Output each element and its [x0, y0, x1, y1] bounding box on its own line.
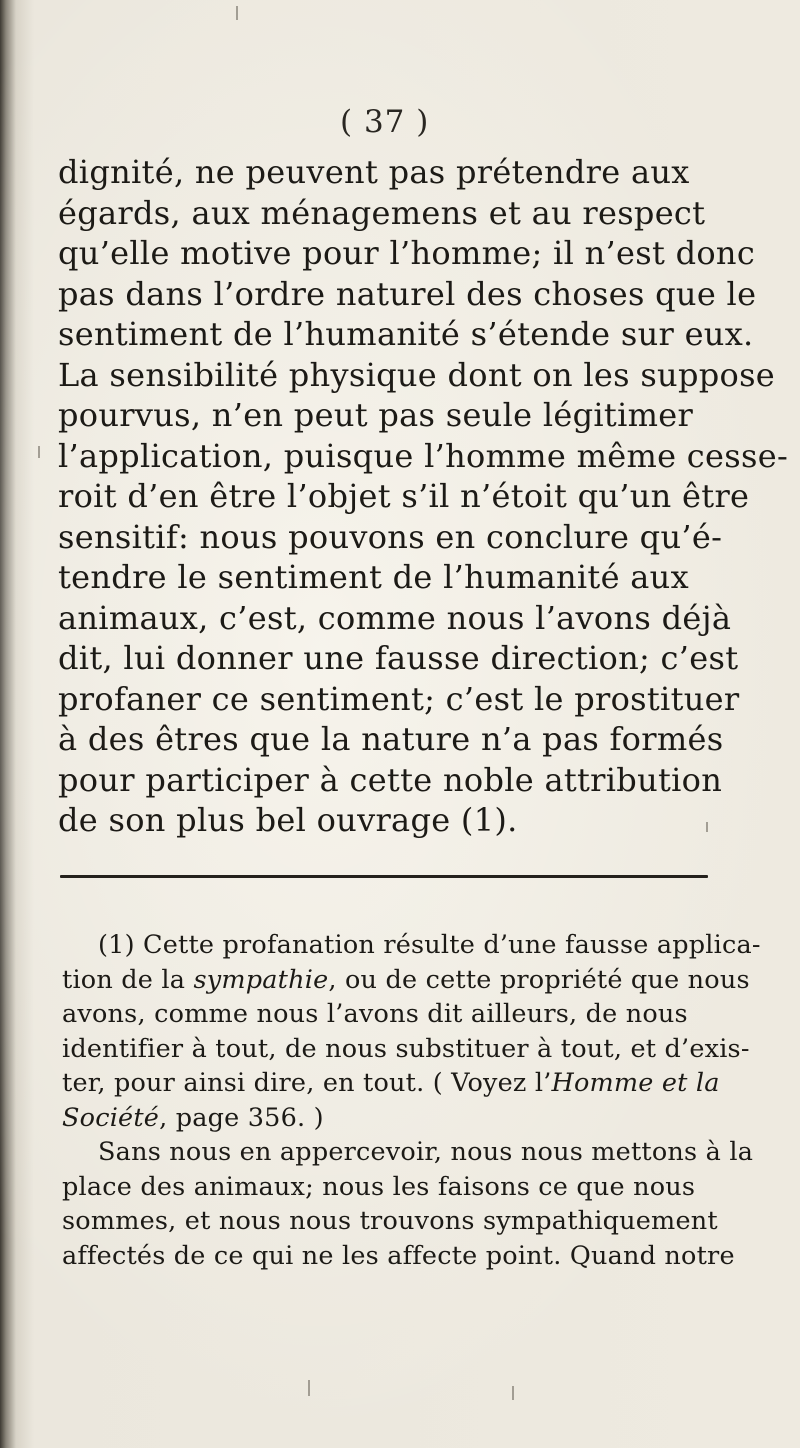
- paper-speck: [308, 1380, 310, 1396]
- text-line: égards, aux ménagemens et au respect: [58, 193, 706, 232]
- footnote-line: avons, comme nous l’avons dit ailleurs, de nous: [62, 999, 688, 1029]
- text-line: pas dans l’ordre naturel des choses que le: [58, 274, 757, 313]
- footnote: [62, 928, 761, 1273]
- main-text: [58, 152, 789, 841]
- text-line: sensitif: nous pouvons en conclure qu’é-: [58, 517, 723, 556]
- text-line: profaner ce sentiment; c’est le prostituer: [58, 679, 740, 718]
- text-line: tendre le sentiment de l’humanité aux: [58, 558, 689, 596]
- footnote-line: [62, 1101, 722, 1136]
- footnote-italic: Société: [62, 1102, 160, 1133]
- text-line: La sensibilité physique dont on les suppose: [58, 355, 776, 394]
- footnote-text: Sans nous en appercevoir, nous nous mettons à la: [98, 1137, 754, 1167]
- footnote-line: affectés de ce qui ne les affecte point. Quand notre: [62, 1240, 735, 1271]
- footnote-line: place des animaux; nous les faisons ce que nous: [62, 1171, 696, 1202]
- paper-speck: [706, 822, 708, 832]
- page-number: ( 37 ): [340, 104, 430, 140]
- text-line: qu’elle motive pour l’homme; il n’est donc: [58, 234, 756, 272]
- text-line: dit, lui donner une fausse direction; c’est: [58, 639, 739, 677]
- footnote-line: [62, 963, 750, 998]
- paper-speck: [512, 1386, 514, 1400]
- footnote-line: [62, 928, 761, 963]
- footnote-line: identifier à tout, de nous substituer à tout, et d’exis-: [62, 1033, 750, 1064]
- footnote-text: tion de la: [62, 964, 194, 995]
- footnote-divider: [60, 875, 708, 878]
- footnote-text: , page 356. ): [159, 1102, 324, 1133]
- text-line: sentiment de l’humanité s’étende sur eux.: [58, 315, 754, 353]
- text-line: à des êtres que la nature n’a pas formés: [58, 720, 724, 758]
- footnote-line: [62, 1135, 754, 1170]
- text-line: l’application, puisque l’homme même cesse-: [58, 436, 789, 475]
- text-line: roit d’en être l’objet s’il n’étoit qu’un être: [58, 477, 750, 515]
- text-line: animaux, c’est, comme nous l’avons déjà: [58, 598, 732, 637]
- text-line: de son plus bel ouvrage (1).: [58, 801, 518, 839]
- footnote-text: (1) Cette profanation résulte d’une fausse applica-: [98, 930, 761, 960]
- footnote-text: , ou de cette propriété que nous: [328, 964, 750, 995]
- paper-speck: [38, 446, 40, 458]
- footnote-line: sommes, et nous nous trouvons sympathiquement: [62, 1206, 718, 1236]
- footnote-italic: Homme et la: [551, 1068, 720, 1098]
- text-line: pour participer à cette noble attribution: [58, 760, 723, 799]
- text-line: dignité, ne peuvent pas prétendre aux: [58, 153, 690, 191]
- footnote-line: [62, 1066, 722, 1101]
- footnote-italic: sympathie: [193, 964, 329, 995]
- footnote-text: ter, pour ainsi dire, en tout. ( Voyez l’: [62, 1068, 552, 1098]
- text-line: pourvus, n’en peut pas seule légitimer: [58, 396, 694, 434]
- paper-speck: [236, 6, 238, 20]
